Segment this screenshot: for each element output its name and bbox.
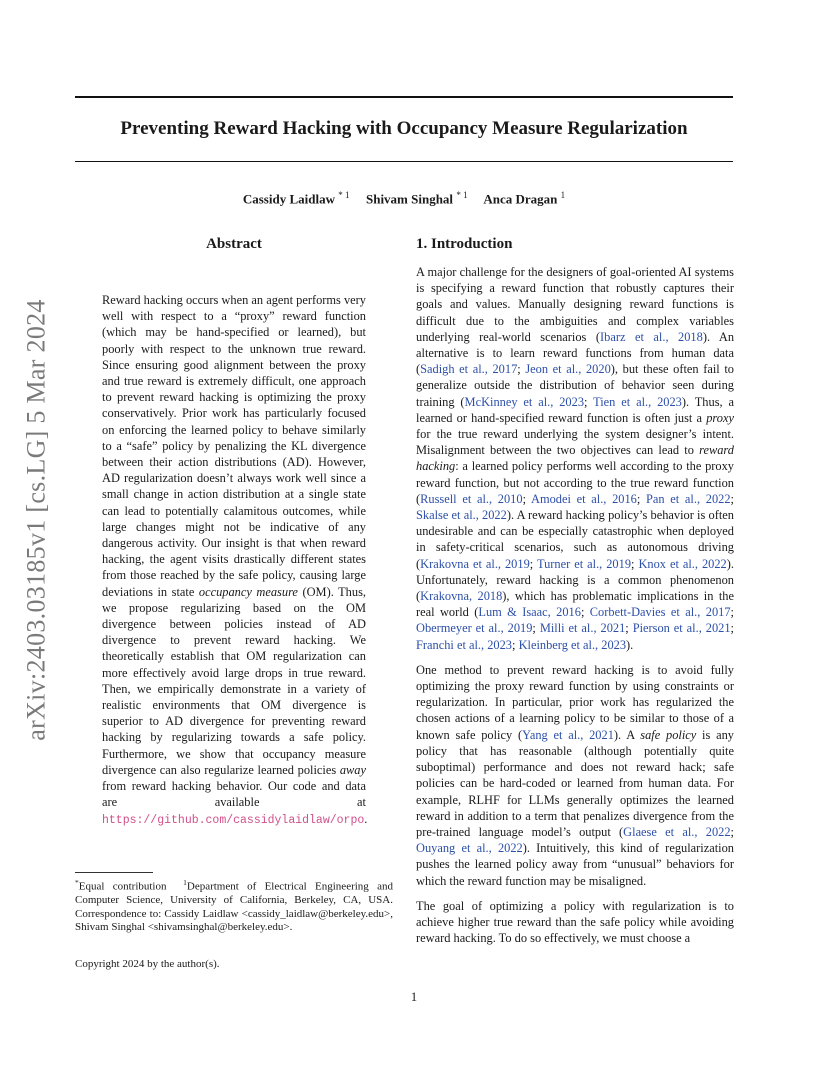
- code-link[interactable]: https://github.com/cassidylaidlaw/orpo: [102, 813, 365, 827]
- citation-link[interactable]: Ibarz et al., 2018: [600, 329, 703, 344]
- footnote-rule: [75, 872, 153, 873]
- citation-link[interactable]: Skalse et al., 2022: [416, 508, 507, 523]
- title-bottom-rule: [75, 161, 733, 162]
- title-top-rule: [75, 96, 733, 98]
- author-name: Shivam Singhal: [365, 191, 454, 207]
- paragraph: A major challenge for the designers of goal-oriented AI systems is specifying a reward function that robustly captures their goals and values. Manually designing reward functions is difficult due to the ambiguities and complex variables underlying real-world scenarios (Ibarz et al., 2018). An alternative is to learn reward functions from human data (Sadigh et al., 2017; Jeon et al., 2020), but these often fail to generalize outside the distribution of behavior seen during training (McKinney et al., 2023; Tien et al., 2023). Thus, a learned or hand-specified reward function is often just a proxy for the true reward underlying the system designer’s intent. Misalignment between the two objectives can lead to reward hacking: a learned policy performs well according to the proxy reward function, but not according to the true reward function (Russell et al., 2010; Amodei et al., 2016; Pan et al., 2022; Skalse et al., 2022). A reward hacking policy’s behavior is often undesirable and can be especially catastrophic when deployed in safety-critical scenarios, such as autonomous driving (Krakovna et al., 2019; Turner et al., 2019; Knox et al., 2022). Unfortunately, reward hacking is a common phenomenon (Krakovna, 2018), which has problematic implications in the real world (Lum & Isaac, 2016; Corbett-Davies et al., 2017; Obermeyer et al., 2019; Milli et al., 2021; Pierson et al., 2021; Franchi et al., 2023; Kleinberg et al., 2023).: [416, 265, 735, 652]
- citation-link[interactable]: Lum & Isaac, 2016: [478, 605, 581, 620]
- citation-link[interactable]: Yang et al., 2021: [522, 727, 614, 742]
- citation-link[interactable]: Milli et al., 2021: [539, 621, 626, 636]
- citation-link[interactable]: Russell et al., 2010: [420, 491, 523, 506]
- citation-link[interactable]: Pierson et al., 2021: [632, 621, 731, 636]
- author-name: Cassidy Laidlaw: [242, 191, 335, 207]
- page-number: 1: [410, 990, 418, 1004]
- citation-link[interactable]: McKinney et al., 2023: [464, 394, 585, 409]
- paragraph: The goal of optimizing a policy with regularization is to achieve higher true reward than the safe policy while avoiding reward hacking. To do so effectively, we must choose a: [416, 898, 734, 946]
- citation-link[interactable]: Pan et al., 2022: [646, 491, 731, 506]
- introduction-body: [416, 264, 734, 955]
- citation-link[interactable]: Knox et al., 2022: [638, 556, 727, 571]
- citation-link[interactable]: Ouyang et al., 2022: [416, 841, 523, 856]
- author-affiliation-mark: 1: [560, 190, 566, 200]
- citation-link[interactable]: Obermeyer et al., 2019: [416, 621, 533, 636]
- citation-link[interactable]: Jeon et al., 2020: [525, 362, 611, 377]
- author-list: [75, 190, 733, 207]
- introduction-heading: 1. Introduction: [416, 236, 513, 252]
- citation-link[interactable]: Corbett-Davies et al., 2017: [589, 605, 731, 620]
- footnote: *Equal contribution $^1$Department of Electrical Engineering and Computer Science, University of California, Berkeley, CA, USA. Correspondence to: Cassidy Laidlaw <cassidy_laidlaw@berkeley.edu>, Shivam Singhal <shivamsinghal@berkeley.edu>.: [75, 878, 393, 934]
- citation-link[interactable]: Sadigh et al., 2017: [420, 362, 518, 377]
- citation-link[interactable]: Turner et al., 2019: [536, 556, 632, 571]
- author-affiliation-mark: * 1: [338, 190, 350, 200]
- paragraph: One method to prevent reward hacking is to avoid fully optimizing the proxy reward function by using constraints or regularization. In particular, prior work has regularized the chosen actions of a learning policy to be similar to those of a known safe policy (Yang et al., 2021). A safe policy is any policy that has reasonable (although potentially quite suboptimal) performance and does not reward hack; safe policies can be hard-coded or learned from human data. For example, RLHF for LLMs generally optimizes the learned reward in addition to a term that penalizes divergence from the pre-trained language model’s output (Glaese et al., 2022; Ouyang et al., 2022). Intuitively, this kind of regularization pushes the learned policy away from “unusual” behaviors for which the reward function may be misaligned.: [416, 662, 734, 888]
- citation-link[interactable]: Amodei et al., 2016: [531, 491, 637, 506]
- copyright-notice: Copyright 2024 by the author(s).: [75, 958, 220, 970]
- arxiv-identifier: arXiv:2403.03185v1 [cs.LG] 5 Mar 2024: [22, 299, 52, 741]
- abstract-heading: Abstract: [206, 236, 262, 252]
- paper-title: Preventing Reward Hacking with Occupancy Measure Regularization: [120, 118, 688, 139]
- citation-link[interactable]: Krakovna, 2018: [420, 589, 503, 604]
- citation-link[interactable]: Glaese et al., 2022: [623, 824, 731, 839]
- author-affiliation-mark: * 1: [456, 190, 468, 200]
- citation-link[interactable]: Kleinberg et al., 2023: [518, 637, 627, 652]
- citation-link[interactable]: Tien et al., 2023: [593, 394, 682, 409]
- abstract-body: Reward hacking occurs when an agent performs very well with respect to a “proxy” reward function (which may be hand-specified or learned), but poorly with respect to the unknown true reward. Since ensuring good alignment between the proxy and true reward is extremely difficult, one approach to prevent reward hacking is optimizing the proxy conservatively. Prior work has particularly focused on enforcing the learned policy to behave similarly to a “safe” policy by penalizing the KL divergence between their action distributions (AD). However, AD regularization doesn’t always work well since a small change in action distribution at a single state can lead to potentially calamitous outcomes, while large changes might not be indicative of any dangerous activity. Our insight is that when reward hacking, the agent visits drastically different states from those reached by the safe policy, causing large deviations in state occupancy measure (OM). Thus, we propose regularizing based on the OM divergence between policies instead of AD divergence to prevent reward hacking. We theoretically establish that OM regularization can more effectively avoid large drops in true reward. Then, we empirically demonstrate in a variety of realistic environments that OM divergence is superior to AD divergence for preventing reward hacking by regularizing towards a safe policy. Furthermore, we show that occupancy measure divergence can also regularize learned policies away from reward hacking behavior. Our code and data are available at https://github.com/cassidylaidlaw/orpo.: [102, 293, 368, 827]
- citation-link[interactable]: Krakovna et al., 2019: [420, 556, 530, 571]
- citation-link[interactable]: Franchi et al., 2023: [416, 637, 513, 652]
- author-name: Anca Dragan: [483, 191, 558, 207]
